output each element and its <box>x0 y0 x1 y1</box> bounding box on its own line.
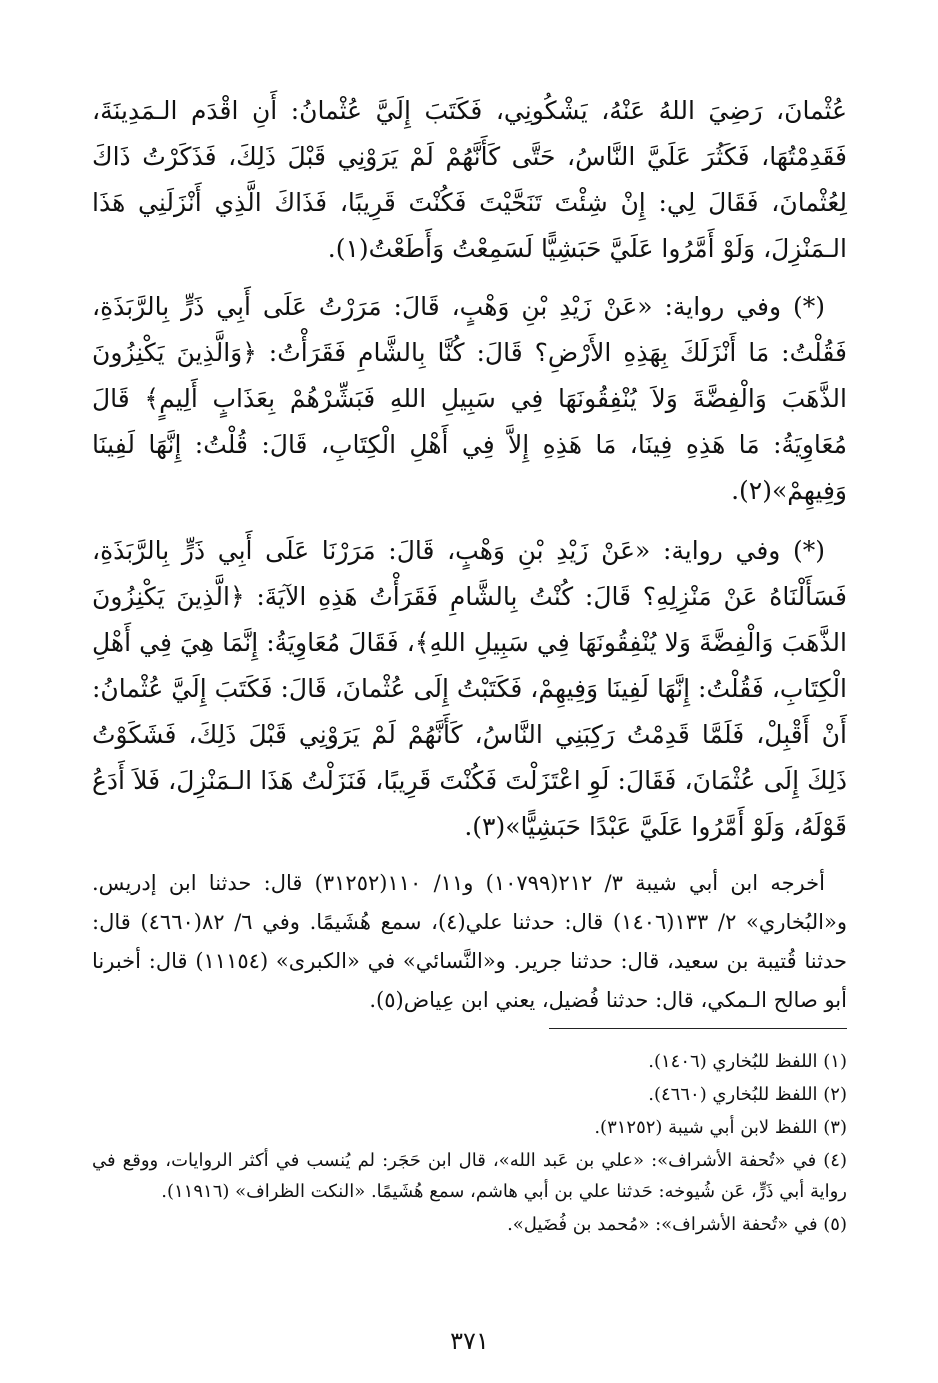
paragraph-riwaya-2: (*) وفي رواية: «عَنْ زَيْدِ بْنِ وَهْبٍ، قَالَ: مَرَرْنَا عَلَى أَبِي ذَرٍّ بِالرَّبَذَةِ، فَسَأَلْنَاهُ عَنْ مَنْزِلِهِ؟ قَالَ: كُنْتُ بِالشَّامِ فَقَرَأْتُ هَذِهِ الآيَةَ: ﴿الَّذِينَ يَكْنِزُونَ الذَّهَبَ وَالْفِضَّةَ وَلا يُنْفِقُونَهَا فِي سَبِيلِ اللهِ﴾، فَقَالَ مُعَاوِيَةُ: إِنَّمَا هِيَ فِي أَهْلِ الْكِتَابِ، فَقُلْتُ: إِنَّهَا لَفِينَا وَفِيهِمْ، فَكَتَبْتُ إِلَى عُثْمانَ، قَالَ: فَكَتَبَ إِلَيَّ عُثْمانُ: أَنْ أَقْبِلْ، فَلَمَّا قَدِمْتُ رَكِبَنِي النَّاسُ، كَأَنَّهُمْ لَمْ يَرَوْنِي قَبْلَ ذَلِكَ، فَشَكَوْتُ ذَلِكَ إِلَى عُثْمَانَ، فَقَالَ: لَوِ اعْتَزَلْتَ فَكُنْتَ قَرِيبًا، فَنَزَلْتُ هَذَا الـمَنْزِلَ، فَلاَ أَدَعُ قَوْلَهُ، وَلَوْ أَمَّرُوا عَلَيَّ عَبْدًا حَبَشِيًّا»(٣). <box>92 536 847 841</box>
paragraph-hadith-continuation: عُثْمانَ، رَضِيَ اللهُ عَنْهُ، يَشْكُونِي، فَكَتَبَ إِلَيَّ عُثْمانُ: أَنِ اقْدَم الـمَدِينَةَ، فَقَدِمْتُهَا، فَكَثُرَ عَلَيَّ النَّاسُ، حَتَّى كَأَنَّهُمْ لَمْ يَرَوْنِي قَبْلَ ذَلِكَ، فَذَكَرْتُ ذَاكَ لِعُثْمانَ، فَقَالَ لِي: إِنْ شِئْتَ تَنَحَّيْتَ فَكُنْتَ قَرِيبًا، فَذَاكَ الَّذِي أَنْزَلَنِي هَذَا الـمَنْزِلَ، وَلَوْ أَمَّرُوا عَلَيَّ حَبَشِيًّا لَسَمِعْتُ وَأَطَعْتُ(١). <box>92 96 847 263</box>
footnote-1: (١) اللفظ للبُخاري (١٤٠٦). <box>648 1051 847 1072</box>
main-text <box>92 88 847 1020</box>
footnote-4: (٤) في «تُحفة الأشراف»: «علي بن عَبد الله»، قال ابن حَجَر: لم يُنسب في أكثر الروايات، ووقع في رواية أبي ذَرٍّ، عَن شُيوخه: حَدثنا علي بن أبي هاشم، سمع هُشَيمًا. «النكت الظراف» (١١٩١٦). <box>92 1150 847 1202</box>
footnote-separator <box>549 1028 847 1029</box>
page-number: ٣٧١ <box>450 1327 489 1355</box>
book-page <box>92 88 847 1358</box>
paragraph-riwaya-1: (*) وفي رواية: «عَنْ زَيْدِ بْنِ وَهْبٍ، قَالَ: مَرَرْتُ عَلَى أَبِي ذَرٍّ بِالرَّبَذَةِ، فَقُلْتُ: مَا أَنْزَلَكَ بِهَذِهِ الأَرْضِ؟ قَالَ: كُنَّا بِالشَّامِ فَقَرَأْتُ: ﴿وَالَّذِينَ يَكْنِزُونَ الذَّهَبَ وَالْفِضَّةَ وَلاَ يُنْفِقُونَهَا فِي سَبِيلِ اللهِ فَبَشِّرْهُمْ بِعَذَابٍ أَلِيمٍ﴾ قَالَ مُعَاوِيَةُ: مَا هَذِهِ فِينَا، مَا هَذِهِ إِلاَّ فِي أَهْلِ الْكِتَابِ، قَالَ: قُلْتُ: إِنَّهَا لَفِينَا وَفِيهِمْ»(٢). <box>92 292 847 505</box>
footnote-5: (٥) في «تُحفة الأشراف»: «مُحمد بن فُضَيل». <box>507 1214 847 1235</box>
footnote-2: (٢) اللفظ للبُخاري (٤٦٦٠). <box>648 1084 847 1105</box>
footnote-3: (٣) اللفظ لابن أبي شيبة (٣١٢٥٢). <box>594 1117 847 1138</box>
paragraph-takhrij: أخرجه ابن أبي شيبة ٣/ ٢١٢(١٠٧٩٩) و١١/ ١١٠(٣١٢٥٢) قال: حدثنا ابن إدريس. و«البُخاري» ٢/ ١٣٣(١٤٠٦) قال: حدثنا علي(٤)، سمع هُشَيمًا. وفي ٦/ ٨٢(٤٦٦٠) قال: حدثنا قُتيبة بن سعيد، قال: حدثنا جرير. و«النَّسائي» في «الكبرى» (١١١٥٤) قال: أخبرنا أبو صالح الـمكي، قال: حدثنا فُضيل، يعني ابن عِياض(٥). <box>92 871 847 1012</box>
footnotes <box>92 1046 847 1242</box>
